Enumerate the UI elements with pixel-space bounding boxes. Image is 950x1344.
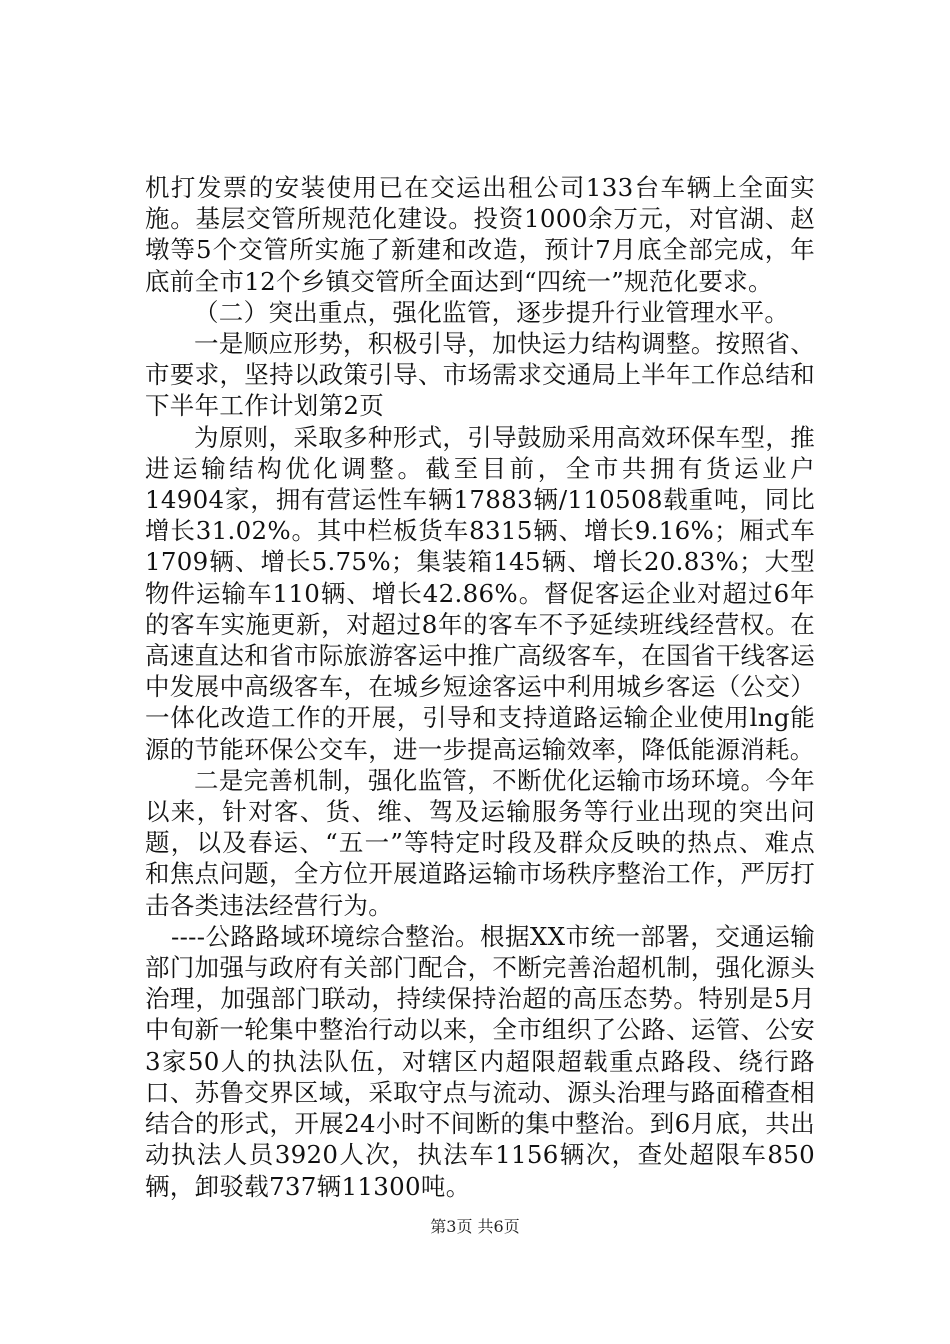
paragraph-transport-optimization: 为原则，采取多种形式，引导鼓励采用高效环保车型，推进运输结构优化调整。截至目前，全市共拥有货运业户14904家，拥有营运性车辆17883辆/110508载重吨，同比增长31.02%。其中栏板货车8315辆、增长9.16%；厢式车1709辆、增长5.75%；集装箱145辆、增长20.83%；大型物件运输车110辆、增长42.86%。督促客运企业对超过6年的客车实施更新，对超过8年的客车不予延续班线经营权。在高速直达和省市际旅游客运中推广高级客车，在国省干线客运中发展中高级客车，在城乡短途客运中利用城乡客运（公交）一体化改造工作的开展，引导和支持道路运输企业使用lng能源的节能环保公交车，进一步提高运输效率，降低能源消耗。: [145, 422, 815, 764]
paragraph-capacity-structure: 一是顺应形势，积极引导，加快运力结构调整。按照省、市要求，坚持以政策引导、市场需求交通局上半年工作总结和下半年工作计划第2页: [145, 329, 815, 421]
paragraph-market-supervision: 二是完善机制，强化监管，不断优化运输市场环境。今年以来，针对客、货、维、驾及运输服务等行业出现的突出问题，以及春运、“五一”等特定时段及群众反映的热点、难点和焦点问题，全方位开展道路运输市场秩序整治工作，严厉打击各类违法经营行为。: [145, 765, 815, 920]
paragraph-continuation: 机打发票的安装使用已在交运出租公司133台车辆上全面实施。基层交管所规范化建设。投资1000余万元，对官湖、赵墩等5个交管所实施了新建和改造，预计7月底全部完成，年底前全市12个乡镇交管所全面达到“四统一”规范化要求。: [145, 173, 815, 296]
page-number-footer: 第3页 共6页: [430, 1217, 520, 1236]
section-heading: （二）突出重点，强化监管，逐步提升行业管理水平。: [194, 297, 790, 327]
paragraph-road-environment: ----公路路域环境综合整治。根据XX市统一部署，交通运输部门加强与政府有关部门配合，不断完善治超机制，强化源头治理，加强部门联动，持续保持治超的高压态势。特别是5月中旬新一轮集中整治行动以来，全市组织了公路、运管、公安3家50人的执法队伍，对辖区内超限超载重点路段、绕行路口、苏鲁交界区域，采取守点与流动、源头治理与路面稽查相结合的形式，开展24小时不间断的集中整治。到6月底，共出动执法人员3920人次，执法车1156辆次，查处超限车850辆，卸驳载737辆11300吨。: [145, 921, 815, 1201]
document-body: [145, 172, 815, 1202]
